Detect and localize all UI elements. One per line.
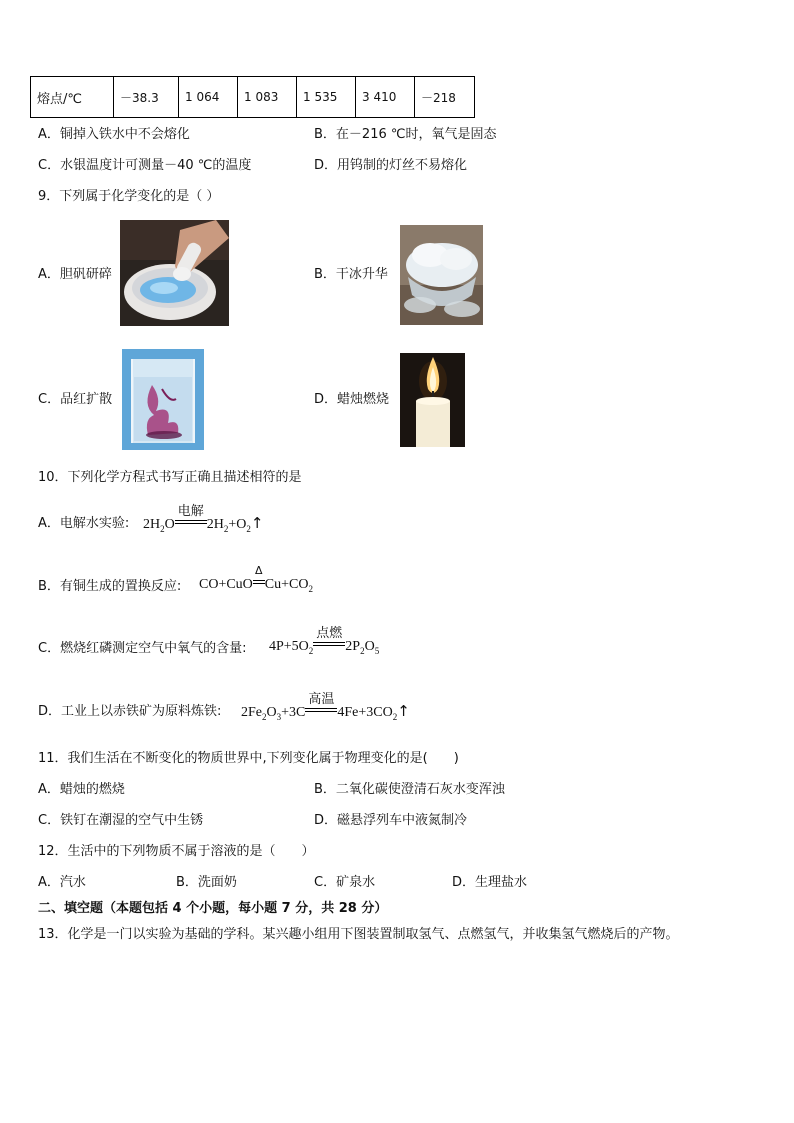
q12-option-b: B．洗面奶 — [176, 875, 237, 890]
q8-option-a: A．铜掉入铁水中不会熔化 — [38, 127, 190, 142]
candle-photo — [400, 353, 465, 447]
mortar-pestle-photo — [120, 220, 229, 326]
q10-option-b-label: B．有铜生成的置换反应: — [38, 579, 182, 594]
gas-arrow-icon: ↑ — [250, 514, 264, 532]
q10-option-b-equation: CO+CuO Δ $Cu+CO_2$ — [199, 564, 313, 594]
q10-option-c-label: C．燃烧红磷测定空气中氧气的含量: — [38, 641, 247, 656]
q12-stem: 12．生活中的下列物质不属于溶液的是（ ） — [38, 844, 315, 859]
q8-option-b: B．在－216 ℃时，氧气是固态 — [314, 127, 497, 142]
q11-option-c: C．铁钉在潮湿的空气中生锈 — [38, 813, 204, 828]
table-row-label: 熔点/℃ — [31, 77, 114, 118]
table-row — [31, 77, 475, 118]
q11-option-a: A．蜡烛的燃烧 — [38, 782, 125, 797]
q11-stem: 11．我们生活在不断变化的物质世界中,下列变化属于物理变化的是( ) — [38, 751, 459, 766]
reaction-condition: 电解 — [177, 504, 204, 519]
melting-point-table — [30, 76, 475, 118]
table-cell: 1 064 — [179, 77, 238, 118]
q11-option-b: B．二氧化碳使澄清石灰水变浑浊 — [314, 782, 505, 797]
q9-option-c: C．品红扩散 — [38, 392, 113, 407]
q10-option-a-equation: $2H_2O$ 电解 $2H_2+O_2↑$ — [143, 514, 263, 534]
q10-option-c-equation: $4P+5O_2$ 点燃 $2P_2O_5$ — [269, 639, 379, 656]
table-cell: 1 083 — [238, 77, 297, 118]
table-cell: －38.3 — [114, 77, 179, 118]
q12-option-d: D．生理盐水 — [452, 875, 528, 890]
q8-option-d: D．用钨制的灯丝不易熔化 — [314, 158, 468, 173]
q10-option-d-label: D．工业上以赤铁矿为原料炼铁: — [38, 704, 222, 719]
q9-option-a: A．胆矾研碎 — [38, 267, 112, 282]
q12-option-a: A．汽水 — [38, 875, 86, 890]
table-cell: －218 — [415, 77, 475, 118]
q10-stem: 10．下列化学方程式书写正确且描述相符的是 — [38, 470, 302, 485]
gas-arrow-icon: ↑ — [397, 702, 410, 720]
q9-stem: 9．下列属于化学变化的是（ ） — [38, 189, 220, 204]
reaction-condition: Δ — [255, 564, 263, 577]
q11-option-d: D．磁悬浮列车中液氮制冷 — [314, 813, 468, 828]
dry-ice-photo — [400, 225, 483, 325]
q12-option-c: C．矿泉水 — [314, 875, 376, 890]
table-cell: 1 535 — [297, 77, 356, 118]
q13-stem: 13．化学是一门以实验为基础的学科。某兴趣小组用下图装置制取氢气、点燃氢气，并收集氢气燃烧后的产物。 — [38, 927, 679, 942]
q8-option-c: C．水银温度计可测量－40 ℃的温度 — [38, 158, 252, 173]
q9-option-d: D．蜡烛燃烧 — [314, 392, 390, 407]
dye-diffusion-photo — [122, 349, 204, 450]
q10-option-d-equation: $2Fe_2O_3+3C$ 高温 $4Fe+3CO_2↑$ — [241, 702, 410, 722]
section-heading: 二、填空题（本题包括 4 个小题，每小题 7 分，共 28 分） — [38, 901, 388, 916]
q9-option-b: B．干冰升华 — [314, 267, 388, 282]
q10-option-a-label: A．电解水实验: — [38, 516, 130, 531]
reaction-condition: 高温 — [308, 692, 335, 707]
table-cell: 3 410 — [356, 77, 415, 118]
reaction-condition: 点燃 — [316, 626, 343, 641]
